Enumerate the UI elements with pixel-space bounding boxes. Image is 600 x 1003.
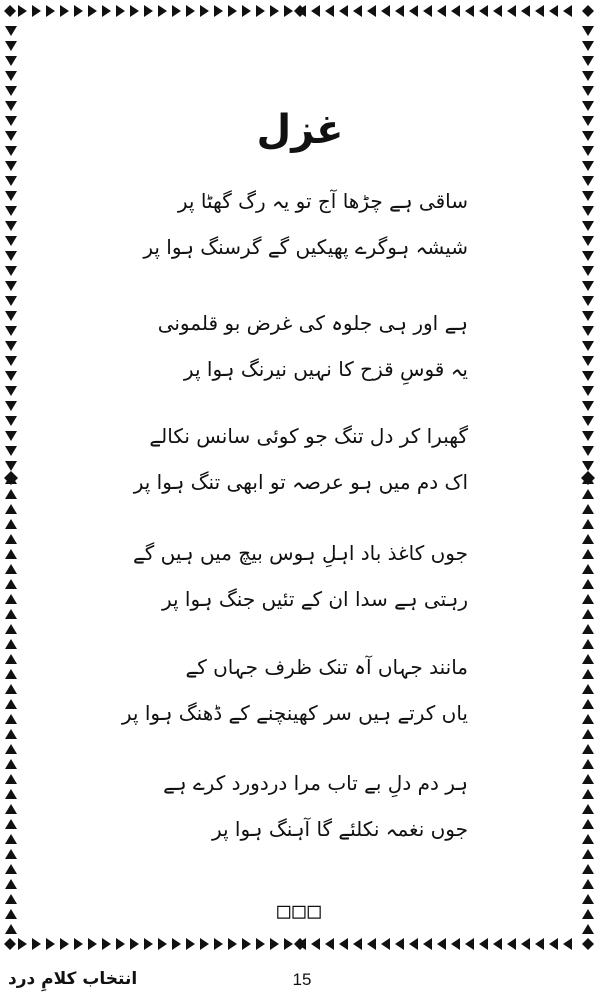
- border-diamond: [4, 938, 16, 950]
- border-triangle: [582, 579, 594, 589]
- border-triangle: [5, 774, 17, 784]
- border-triangle: [582, 564, 594, 574]
- border-triangle: [582, 534, 594, 544]
- border-triangle: [367, 5, 376, 17]
- border-triangle: [582, 41, 594, 51]
- border-triangle: [5, 461, 17, 471]
- border-triangle: [5, 176, 17, 186]
- border-triangle: [582, 446, 594, 456]
- border-triangle: [5, 56, 17, 66]
- border-triangle: [5, 639, 17, 649]
- border-triangle: [582, 206, 594, 216]
- verse-line: ہے اور ہی جلوہ کی غرض بو قلمونی: [157, 311, 468, 335]
- border-triangle: [74, 5, 83, 17]
- border-triangle: [5, 849, 17, 859]
- border-diamond: [4, 5, 16, 17]
- border-triangle: [582, 326, 594, 336]
- border-triangle: [5, 221, 17, 231]
- border-triangle: [5, 789, 17, 799]
- border-triangle: [535, 5, 544, 17]
- border-triangle: [5, 296, 17, 306]
- border-triangle: [549, 5, 558, 17]
- border-triangle: [535, 938, 544, 950]
- border-bottom: [4, 938, 594, 950]
- border-triangle: [325, 5, 334, 17]
- border-triangle: [582, 461, 594, 471]
- couplet-5: [122, 654, 468, 740]
- border-triangle: [493, 5, 502, 17]
- border-triangle: [582, 714, 594, 724]
- border-triangle: [549, 938, 558, 950]
- verse-line: رہتی ہے سدا ان کے تئیں جنگ ہوا پر: [161, 587, 468, 611]
- border-triangle: [5, 371, 17, 381]
- border-triangle: [5, 401, 17, 411]
- border-triangle: [88, 5, 97, 17]
- border-triangle: [409, 5, 418, 17]
- border-triangle: [582, 71, 594, 81]
- border-triangle: [582, 759, 594, 769]
- border-triangle: [5, 819, 17, 829]
- border-triangle: [493, 938, 502, 950]
- border-triangle: [5, 744, 17, 754]
- border-triangle: [256, 938, 265, 950]
- verse-line: ساقی ہے چڑھا آج تو یہ رگ گھٹا پر: [177, 189, 468, 213]
- border-triangle: [582, 266, 594, 276]
- border-triangle: [200, 938, 209, 950]
- border-triangle: [582, 161, 594, 171]
- couplet-2: [158, 310, 468, 396]
- border-triangle: [582, 341, 594, 351]
- border-triangle: [521, 938, 530, 950]
- border-triangle: [582, 504, 594, 514]
- border-triangle: [563, 938, 572, 950]
- border-triangle: [582, 834, 594, 844]
- border-triangle: [507, 5, 516, 17]
- border-triangle: [46, 5, 55, 17]
- border-triangle: [102, 5, 111, 17]
- border-triangle: [5, 714, 17, 724]
- border-triangle: [5, 579, 17, 589]
- border-triangle: [339, 5, 348, 17]
- border-triangle: [5, 71, 17, 81]
- border-triangle: [582, 654, 594, 664]
- border-triangle: [5, 504, 17, 514]
- border-triangle: [582, 221, 594, 231]
- border-triangle: [367, 938, 376, 950]
- border-triangle: [5, 341, 17, 351]
- border-triangle: [88, 938, 97, 950]
- border-triangle: [32, 938, 41, 950]
- border-triangle: [465, 5, 474, 17]
- verse-line: یہ قوسِ قزح کا نہیں نیرنگ ہوا پر: [183, 357, 468, 381]
- border-triangle: [582, 609, 594, 619]
- border-triangle: [437, 938, 446, 950]
- border-triangle: [563, 5, 572, 17]
- border-triangle: [284, 5, 293, 17]
- border-triangle: [5, 549, 17, 559]
- border-triangle: [60, 938, 69, 950]
- border-triangle: [5, 654, 17, 664]
- border-top: [4, 5, 594, 17]
- border-triangle: [582, 639, 594, 649]
- border-triangle: [242, 938, 251, 950]
- border-triangle: [582, 699, 594, 709]
- border-triangle: [353, 5, 362, 17]
- border-triangle: [144, 938, 153, 950]
- border-triangle: [172, 938, 181, 950]
- border-triangle: [5, 281, 17, 291]
- border-triangle: [74, 938, 83, 950]
- border-triangle: [582, 789, 594, 799]
- border-triangle: [116, 5, 125, 17]
- border-triangle: [465, 938, 474, 950]
- border-triangle: [284, 938, 293, 950]
- border-triangle: [5, 326, 17, 336]
- border-triangle: [5, 26, 17, 36]
- border-triangle: [5, 729, 17, 739]
- border-triangle: [200, 5, 209, 17]
- verse-line: مانند جہاں آہ تنک ظرف جہاں کے: [185, 655, 468, 679]
- verse-line: اک دم میں ہو عرصہ تو ابھی تنگ ہوا پر: [133, 470, 468, 494]
- border-triangle: [5, 564, 17, 574]
- border-triangle: [5, 266, 17, 276]
- couplet-3: [134, 423, 468, 509]
- border-triangle: [5, 924, 17, 934]
- border-triangle: [5, 386, 17, 396]
- border-triangle: [582, 416, 594, 426]
- border-triangle: [381, 5, 390, 17]
- border-triangle: [60, 5, 69, 17]
- border-triangle: [5, 86, 17, 96]
- border-triangle: [158, 938, 167, 950]
- border-triangle: [582, 371, 594, 381]
- border-triangle: [5, 489, 17, 499]
- book-title: انتخاب کلامِ درد: [8, 969, 138, 989]
- border-triangle: [582, 386, 594, 396]
- border-triangle: [158, 5, 167, 17]
- border-triangle: [186, 938, 195, 950]
- border-triangle: [5, 446, 17, 456]
- verse-line: شیشہ ہوگرے پھیکیں گے گرسنگ ہوا پر: [143, 235, 468, 259]
- border-triangle: [582, 804, 594, 814]
- border-triangle: [5, 191, 17, 201]
- border-triangle: [256, 5, 265, 17]
- border-triangle: [270, 938, 279, 950]
- border-triangle: [582, 489, 594, 499]
- border-triangle: [582, 56, 594, 66]
- border-triangle: [311, 5, 320, 17]
- border-triangle: [214, 938, 223, 950]
- verse-line: گھبرا کر دل تنگ جو کوئی سانس نکالے: [149, 424, 468, 448]
- border-triangle: [116, 938, 125, 950]
- border-triangle: [437, 5, 446, 17]
- border-triangle: [582, 86, 594, 96]
- border-triangle: [381, 938, 390, 950]
- border-triangle: [5, 669, 17, 679]
- couplet-6: [163, 770, 468, 856]
- verse-line: جوں کاغذ باد اہلِ ہوس بیچ میں ہیں گے: [133, 541, 468, 565]
- verse-line: ہر دم دلِ بے تاب مرا دردورد کرے ہے: [163, 771, 468, 795]
- border-triangle: [5, 161, 17, 171]
- border-triangle: [582, 296, 594, 306]
- border-triangle: [582, 684, 594, 694]
- border-triangle: [5, 251, 17, 261]
- border-triangle: [5, 206, 17, 216]
- border-triangle: [582, 819, 594, 829]
- border-triangle: [353, 938, 362, 950]
- border-triangle: [582, 849, 594, 859]
- border-triangle: [5, 699, 17, 709]
- border-triangle: [423, 938, 432, 950]
- border-triangle: [18, 5, 27, 17]
- border-triangle: [479, 5, 488, 17]
- border-triangle: [507, 938, 516, 950]
- border-triangle: [5, 236, 17, 246]
- border-triangle: [582, 176, 594, 186]
- page-number: 15: [292, 970, 312, 989]
- border-triangle: [130, 5, 139, 17]
- border-triangle: [5, 41, 17, 51]
- border-triangle: [395, 5, 404, 17]
- border-triangle: [582, 744, 594, 754]
- border-triangle: [102, 938, 111, 950]
- border-triangle: [325, 938, 334, 950]
- border-triangle: [582, 281, 594, 291]
- border-triangle: [582, 431, 594, 441]
- border-triangle: [521, 5, 530, 17]
- border-triangle: [582, 401, 594, 411]
- border-triangle: [451, 938, 460, 950]
- border-triangle: [582, 594, 594, 604]
- border-triangle: [186, 5, 195, 17]
- border-triangle: [339, 938, 348, 950]
- border-triangle: [18, 938, 27, 950]
- border-triangle: [172, 5, 181, 17]
- border-triangle: [5, 834, 17, 844]
- border-triangle: [5, 431, 17, 441]
- border-left: [4, 26, 18, 934]
- border-triangle: [582, 519, 594, 529]
- border-triangle: [582, 251, 594, 261]
- border-triangle: [582, 774, 594, 784]
- border-triangle: [5, 356, 17, 366]
- border-triangle: [5, 879, 17, 889]
- border-triangle: [46, 938, 55, 950]
- border-triangle: [582, 924, 594, 934]
- border-triangle: [32, 5, 41, 17]
- border-triangle: [5, 864, 17, 874]
- border-diamond: [582, 938, 594, 950]
- border-triangle: [582, 236, 594, 246]
- border-triangle: [582, 311, 594, 321]
- border-triangle: [582, 191, 594, 201]
- couplet-1: [143, 188, 468, 274]
- border-triangle: [582, 669, 594, 679]
- border-triangle: [228, 5, 237, 17]
- border-triangle: [395, 938, 404, 950]
- border-triangle: [5, 594, 17, 604]
- border-triangle: [5, 416, 17, 426]
- border-triangle: [311, 938, 320, 950]
- border-triangle: [5, 311, 17, 321]
- border-triangle: [242, 5, 251, 17]
- border-triangle: [5, 759, 17, 769]
- border-triangle: [423, 5, 432, 17]
- border-triangle: [5, 534, 17, 544]
- border-triangle: [451, 5, 460, 17]
- border-triangle: [479, 938, 488, 950]
- verse-line: یاں کرتے ہیں سر کھینچنے کے ڈھنگ ہوا پر: [121, 701, 468, 725]
- border-triangle: [5, 519, 17, 529]
- border-triangle: [582, 879, 594, 889]
- border-triangle: [228, 938, 237, 950]
- border-triangle: [582, 729, 594, 739]
- couplet-4: [133, 540, 468, 626]
- border-triangle: [5, 804, 17, 814]
- border-triangle: [582, 864, 594, 874]
- border-diamond: [582, 5, 594, 17]
- border-triangle: [270, 5, 279, 17]
- verse-line: جوں نغمہ نکلئے گا آہنگ ہوا پر: [211, 817, 468, 841]
- border-triangle: [214, 5, 223, 17]
- section-ornament: □□□: [277, 899, 323, 924]
- border-triangle: [5, 624, 17, 634]
- poem-title: غزل: [256, 107, 344, 153]
- border-triangle: [582, 624, 594, 634]
- border-triangle: [5, 609, 17, 619]
- border-triangle: [5, 684, 17, 694]
- border-triangle: [144, 5, 153, 17]
- border-triangle: [582, 549, 594, 559]
- border-triangle: [582, 26, 594, 36]
- border-right: [581, 26, 595, 934]
- border-triangle: [582, 356, 594, 366]
- border-triangle: [409, 938, 418, 950]
- border-triangle: [130, 938, 139, 950]
